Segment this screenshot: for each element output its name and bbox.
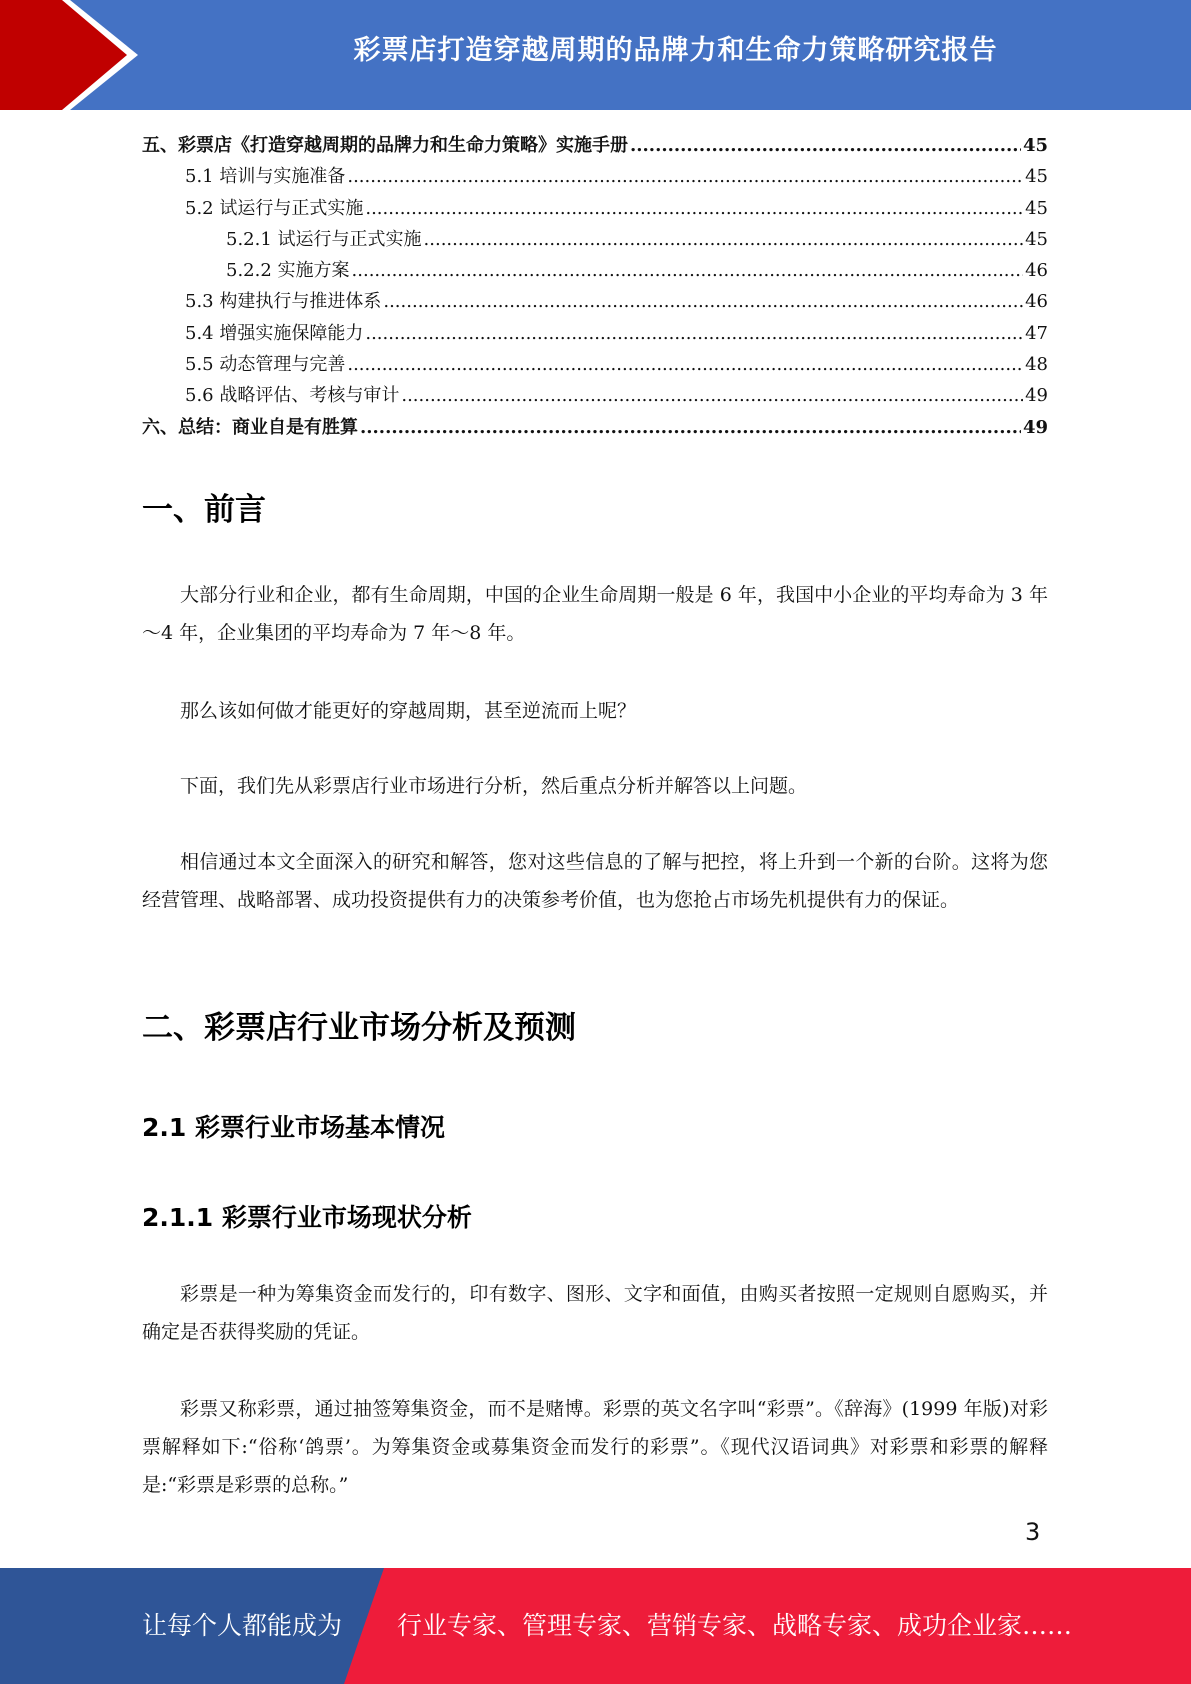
body-paragraph: 那么该如何做才能更好的穿越周期，甚至逆流而上呢？ — [180, 700, 637, 722]
toc-entry-label: 5.4 增强实施保障能力 — [185, 322, 364, 344]
toc-entry-page: 45 — [1025, 228, 1048, 250]
toc-dot-leader — [401, 380, 1023, 411]
toc-entry-page: 48 — [1025, 354, 1048, 376]
toc-entry-page: 46 — [1025, 291, 1048, 313]
footer-band — [0, 1568, 1191, 1684]
toc-entry-label: 5.3 构建执行与推进体系 — [185, 291, 382, 313]
toc-entry[interactable] — [142, 412, 1048, 443]
body-paragraph: 下面，我们先从彩票店行业市场进行分析，然后重点分析并解答以上问题。 — [180, 775, 808, 797]
toc-dot-leader — [352, 255, 1024, 286]
toc-entry[interactable] — [142, 255, 1048, 286]
toc-entry-page: 45 — [1022, 135, 1048, 156]
toc-entry[interactable] — [142, 286, 1048, 317]
toc-entry-page: 46 — [1025, 260, 1048, 282]
toc-entry-page: 49 — [1022, 416, 1048, 438]
body-paragraph: 相信通过本文全面深入的研究和解答，您对这些信息的了解与把控，将上升到一个新的台阶。这将为您经营管理、战略部署、成功投资提供有力的决策参考价值，也为您抢占市场先机提供有力的保证。 — [142, 851, 1048, 911]
header-band — [0, 0, 1191, 110]
toc-entry-label: 5.2 试运行与正式实施 — [185, 197, 364, 219]
body-paragraph: 彩票是一种为筹集资金而发行的，印有数字、图形、文字和面值，由购买者按照一定规则自愿购买，并确定是否获得奖励的凭证。 — [142, 1283, 1048, 1343]
toc-entry-page: 49 — [1025, 385, 1048, 407]
body-paragraph: 彩票又称彩票，通过抽签筹集资金，而不是赌博。彩票的英文名字叫“彩票”。《辞海》(1999 年版)对彩票解释如下:“俗称‘鸽票’。为筹集资金或募集资金而发行的彩票”。《现代汉语词典》对彩票和彩票的解释是:“彩票是彩票的总称。” — [142, 1398, 1048, 1496]
report-title: 彩票店打造穿越周期的品牌力和生命力策略研究报告 — [353, 35, 998, 66]
toc-entry-page: 45 — [1025, 166, 1048, 188]
subsection-heading: 2.1.1 彩票行业市场现状分析 — [142, 1203, 472, 1232]
footer-slogan-left: 让每个人都能成为 — [142, 1611, 343, 1640]
toc-dot-leader — [360, 412, 1021, 443]
toc-entry-label: 六、总结：商业自是有胜算 — [142, 416, 358, 438]
toc-dot-leader — [347, 161, 1023, 192]
toc-entry[interactable] — [142, 193, 1048, 224]
toc-entry-label: 5.6 战略评估、考核与审计 — [185, 385, 400, 407]
body-paragraph: 大部分行业和企业，都有生命周期，中国的企业生命周期一般是 6 年，我国中小企业的平均寿命为 3 年～4 年，企业集团的平均寿命为 7 年～8 年。 — [142, 584, 1048, 644]
toc-dot-leader — [365, 318, 1023, 349]
toc-entry[interactable] — [142, 130, 1048, 161]
toc-dot-leader — [365, 193, 1023, 224]
toc-entry-label: 5.1 培训与实施准备 — [185, 166, 346, 188]
toc-entry-label: 五、彩票店《打造穿越周期的品牌力和生命力策略》实施手册 — [142, 135, 628, 156]
toc-dot-leader — [383, 286, 1023, 317]
section-heading-preface: 一、前言 — [142, 492, 266, 528]
toc-dot-leader — [630, 130, 1021, 161]
page-number: 3 — [1025, 1518, 1041, 1546]
subsection-heading: 2.1 彩票行业市场基本情况 — [142, 1113, 445, 1142]
toc-entry[interactable] — [142, 380, 1048, 411]
toc-entry-label: 5.5 动态管理与完善 — [185, 354, 346, 376]
toc-entry-label: 5.2.1 试运行与正式实施 — [226, 228, 422, 250]
section-heading-market-analysis: 二、彩票店行业市场分析及预测 — [142, 1010, 576, 1046]
footer-slogan-right: 行业专家、管理专家、营销专家、战略专家、成功企业家…… — [397, 1611, 1073, 1640]
toc-entry[interactable] — [142, 224, 1048, 255]
toc-entry[interactable] — [142, 349, 1048, 380]
toc-dot-leader — [424, 224, 1024, 255]
toc-entry-page: 45 — [1025, 197, 1048, 219]
toc-entry[interactable] — [142, 161, 1048, 192]
toc-entry-label: 5.2.2 实施方案 — [226, 260, 350, 282]
toc-entry[interactable] — [142, 318, 1048, 349]
table-of-contents — [142, 130, 1048, 443]
toc-entry-page: 47 — [1025, 322, 1048, 344]
toc-dot-leader — [347, 349, 1023, 380]
